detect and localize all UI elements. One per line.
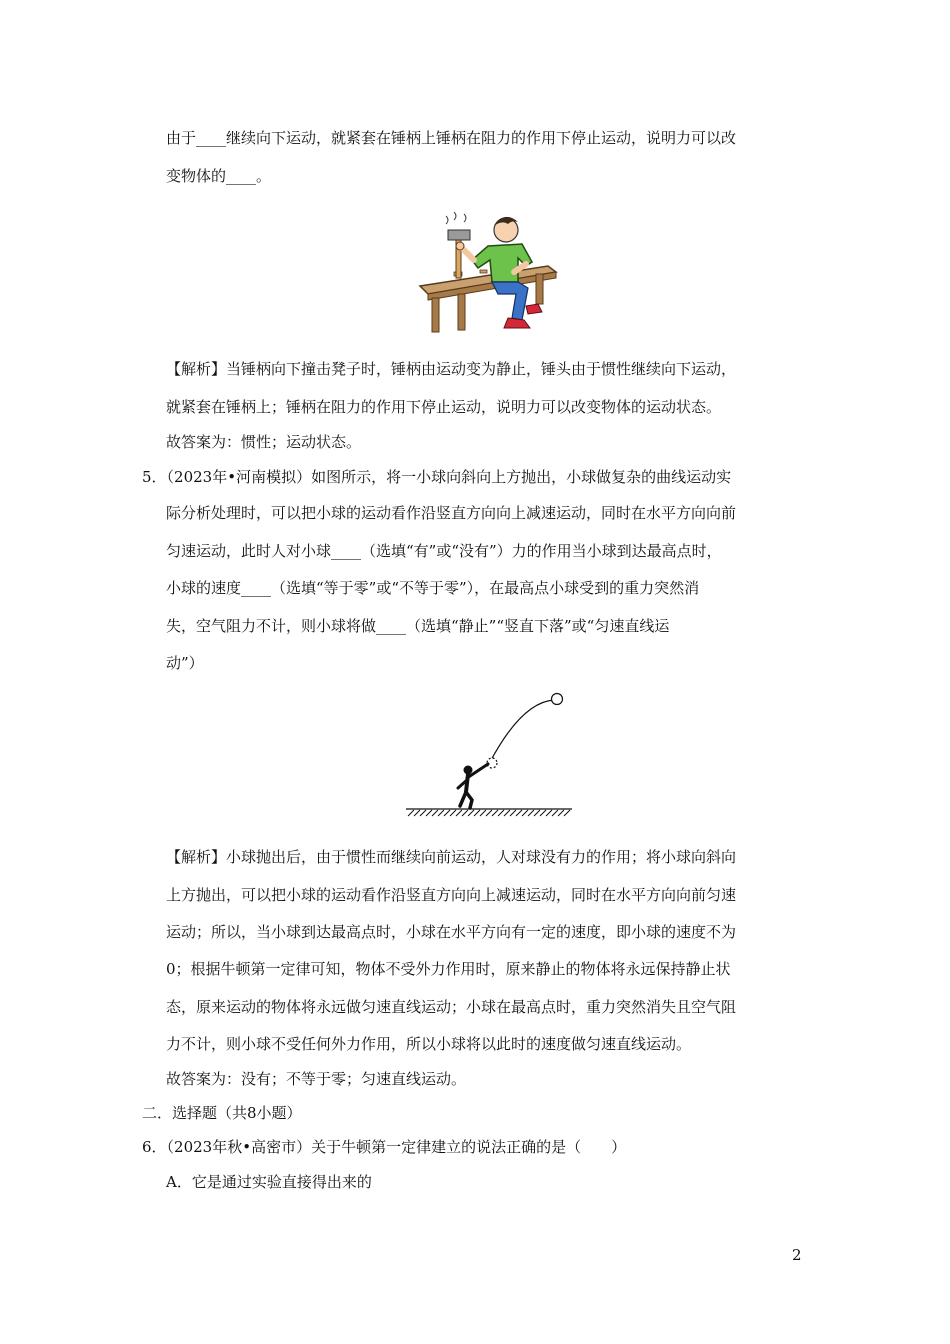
q4-analysis-line-1: 【解析】当锤柄向下撞击凳子时，锤柄由运动变为静止，锤头由于惯性继续向下运动， [166,360,737,378]
q5-stem-line-6: 动”） [166,654,204,672]
hammer-man-illustration [418,208,560,336]
q5-stem-line-4: 小球的速度____（选填“等于零”或“不等于零”），在最高点小球受到的重力突然消 [166,579,700,597]
q4-answer: 故答案为：惯性；运动状态。 [166,433,362,451]
q4-text-line-1: 由于____继续向下运动，就紧套在锤柄上锤柄在阻力的作用下停止运动，说明力可以改 [166,129,737,147]
q5-analysis-line-5: 态，原来运动的物体将永远做匀速直线运动；小球在最高点时，重力突然消失且空气阻 [166,998,737,1016]
section-heading: 二．选择题（共8小题） [142,1104,302,1122]
q5-stem-line-3: 匀速运动，此时人对小球____（选填“有”或“没有”）力的作用当小球到达最高点时， [166,542,722,560]
q5-analysis-line-6: 力不计，则小球不受任何外力作用，所以小球将以此时的速度做匀速直线运动。 [166,1035,692,1053]
q5-analysis-line-1: 【解析】小球抛出后，由于惯性而继续向前运动，人对球没有力的作用；将小球向斜向 [166,848,737,866]
q5-analysis-line-3: 运动；所以，当小球到达最高点时，小球在水平方向有一定的速度，即小球的速度不为 [166,923,737,941]
page-number: 2 [792,1246,802,1264]
q5-analysis-line-4: 0；根据牛顿第一定律可知，物体不受外力作用时，原来静止的物体将永远保持静止状 [166,960,731,978]
q5-stem-line-5: 失，空气阻力不计，则小球将做____（选填“静止”“竖直下落”或“匀速直线运 [166,617,670,635]
ball-throw-illustration [404,688,574,820]
q4-analysis-line-2: 就紧套在锤柄上；锤柄在阻力的作用下停止运动，说明力可以改变物体的运动状态。 [166,398,722,416]
q6-option-a: A．它是通过实验直接得出来的 [166,1173,372,1191]
q5-analysis-line-2: 上方抛出，可以把小球的运动看作沿竖直方向向上减速运动，同时在水平方向向前匀速 [166,886,737,904]
q5-stem-line-1: 5．（2023年•河南模拟）如图所示，将一小球向斜向上方抛出，小球做复杂的曲线运动实 [142,468,732,486]
q6-stem: 6．（2023年秋•高密市）关于牛顿第一定律建立的说法正确的是（ ） [142,1138,627,1156]
q5-stem-line-2: 际分析处理时，可以把小球的运动看作沿竖直方向向上减速运动，同时在水平方向向前 [166,504,737,522]
q4-text-line-2: 变物体的____。 [166,167,272,185]
q5-answer: 故答案为：没有；不等于零；匀速直线运动。 [166,1070,467,1088]
